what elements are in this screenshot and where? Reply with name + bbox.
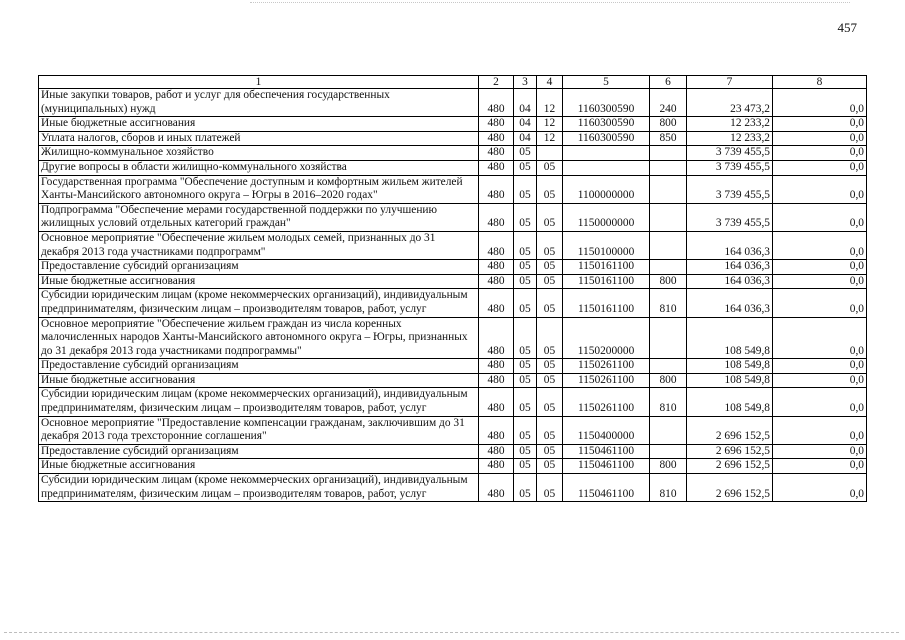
cell-subsection: 12 [537, 131, 563, 146]
cell-target-article: 1100000000 [563, 175, 650, 203]
cell-subsection: 05 [537, 274, 563, 289]
cell-amount-2: 0,0 [773, 388, 867, 416]
column-header-2: 2 [479, 76, 514, 89]
cell-subsection: 05 [537, 474, 563, 502]
row-name: Субсидии юридическим лицам (кроме некоммерческих организаций), индивидуальным предпринимателям, физическим лицам – производителям товаров, работ, услуг [39, 388, 479, 416]
cell-target-article: 1150461100 [563, 459, 650, 474]
cell-amount-2: 0,0 [773, 260, 867, 275]
cell-amount-2: 0,0 [773, 474, 867, 502]
cell-amount-2: 0,0 [773, 416, 867, 444]
cell-section: 04 [514, 131, 537, 146]
cell-section: 05 [514, 444, 537, 459]
column-header-5: 5 [563, 76, 650, 89]
cell-amount: 164 036,3 [687, 289, 773, 317]
row-name: Иные бюджетные ассигнования [39, 459, 479, 474]
cell-ministry-code: 480 [479, 260, 514, 275]
row-name: Иные закупки товаров, работ и услуг для обеспечения государственных (муниципальных) нужд [39, 89, 479, 117]
table-row [39, 117, 867, 132]
cell-subsection: 05 [537, 317, 563, 359]
cell-amount-2: 0,0 [773, 160, 867, 175]
cell-section: 05 [514, 203, 537, 231]
cell-amount: 2 696 152,5 [687, 444, 773, 459]
cell-section: 05 [514, 289, 537, 317]
cell-ministry-code: 480 [479, 444, 514, 459]
cell-amount: 3 739 455,5 [687, 175, 773, 203]
cell-target-article [563, 160, 650, 175]
row-name: Государственная программа "Обеспечение доступным и комфортным жильем жителей Ханты-Мансийского автономного округа – Югры в 2016–2020 годах" [39, 175, 479, 203]
cell-subsection: 05 [537, 444, 563, 459]
row-name: Предоставление субсидий организациям [39, 444, 479, 459]
row-name: Предоставление субсидий организациям [39, 359, 479, 374]
cell-amount-2: 0,0 [773, 175, 867, 203]
table-row [39, 388, 867, 416]
cell-amount: 2 696 152,5 [687, 416, 773, 444]
cell-target-article: 1150261100 [563, 388, 650, 416]
cell-ministry-code: 480 [479, 373, 514, 388]
cell-amount-2: 0,0 [773, 231, 867, 259]
cell-target-article: 1150261100 [563, 373, 650, 388]
cell-amount-2: 0,0 [773, 274, 867, 289]
cell-amount-2: 0,0 [773, 359, 867, 374]
scan-artifact-bottom [4, 632, 899, 634]
table-row [39, 459, 867, 474]
table-row [39, 474, 867, 502]
cell-amount: 164 036,3 [687, 274, 773, 289]
cell-subsection: 12 [537, 117, 563, 132]
cell-expense-type [650, 444, 687, 459]
cell-section: 04 [514, 117, 537, 132]
cell-section: 05 [514, 146, 537, 161]
column-header-8: 8 [773, 76, 867, 89]
column-header-6: 6 [650, 76, 687, 89]
cell-subsection: 05 [537, 289, 563, 317]
table-row [39, 317, 867, 359]
cell-ministry-code: 480 [479, 146, 514, 161]
cell-section: 05 [514, 175, 537, 203]
cell-expense-type [650, 175, 687, 203]
cell-amount: 3 739 455,5 [687, 160, 773, 175]
cell-subsection: 05 [537, 416, 563, 444]
cell-section: 05 [514, 373, 537, 388]
cell-expense-type: 810 [650, 474, 687, 502]
cell-target-article: 1150161100 [563, 260, 650, 275]
cell-section: 05 [514, 317, 537, 359]
cell-amount: 164 036,3 [687, 231, 773, 259]
cell-section: 05 [514, 474, 537, 502]
row-name: Иные бюджетные ассигнования [39, 117, 479, 132]
table-row [39, 260, 867, 275]
cell-amount: 2 696 152,5 [687, 459, 773, 474]
cell-amount-2: 0,0 [773, 131, 867, 146]
cell-target-article: 1150461100 [563, 444, 650, 459]
row-name: Другие вопросы в области жилищно-коммунального хозяйства [39, 160, 479, 175]
cell-ministry-code: 480 [479, 388, 514, 416]
cell-amount: 108 549,8 [687, 388, 773, 416]
row-name: Подпрограмма "Обеспечение мерами государственной поддержки по улучшению жилищных условий отдельных категорий граждан" [39, 203, 479, 231]
cell-target-article: 1150400000 [563, 416, 650, 444]
cell-subsection: 05 [537, 388, 563, 416]
cell-subsection: 05 [537, 160, 563, 175]
cell-amount: 12 233,2 [687, 131, 773, 146]
cell-expense-type [650, 231, 687, 259]
cell-amount: 2 696 152,5 [687, 474, 773, 502]
cell-subsection: 05 [537, 175, 563, 203]
cell-amount-2: 0,0 [773, 459, 867, 474]
scan-artifact-top [250, 2, 850, 4]
cell-amount: 108 549,8 [687, 317, 773, 359]
cell-amount-2: 0,0 [773, 317, 867, 359]
row-name: Иные бюджетные ассигнования [39, 274, 479, 289]
cell-target-article [563, 146, 650, 161]
cell-subsection: 05 [537, 260, 563, 275]
cell-ministry-code: 480 [479, 131, 514, 146]
cell-amount: 3 739 455,5 [687, 146, 773, 161]
cell-expense-type [650, 146, 687, 161]
cell-ministry-code: 480 [479, 203, 514, 231]
cell-section: 05 [514, 274, 537, 289]
row-name: Основное мероприятие "Обеспечение жильем граждан из числа коренных малочисленных народов Ханты-Мансийского автономного округа – Югры, признанных до 31 декабря 2013 года участниками подпрограммы" [39, 317, 479, 359]
cell-ministry-code: 480 [479, 416, 514, 444]
cell-ministry-code: 480 [479, 474, 514, 502]
table-row [39, 203, 867, 231]
cell-expense-type: 850 [650, 131, 687, 146]
cell-expense-type: 800 [650, 459, 687, 474]
cell-expense-type [650, 160, 687, 175]
row-name: Субсидии юридическим лицам (кроме некоммерческих организаций), индивидуальным предпринимателям, физическим лицам – производителям товаров, работ, услуг [39, 289, 479, 317]
cell-target-article: 1150000000 [563, 203, 650, 231]
table-row [39, 175, 867, 203]
row-name: Субсидии юридическим лицам (кроме некоммерческих организаций), индивидуальным предпринимателям, физическим лицам – производителям товаров, работ, услуг [39, 474, 479, 502]
column-header-3: 3 [514, 76, 537, 89]
cell-ministry-code: 480 [479, 160, 514, 175]
cell-ministry-code: 480 [479, 175, 514, 203]
cell-ministry-code: 480 [479, 117, 514, 132]
cell-amount: 12 233,2 [687, 117, 773, 132]
cell-subsection: 05 [537, 203, 563, 231]
cell-amount: 23 473,2 [687, 89, 773, 117]
cell-expense-type: 800 [650, 117, 687, 132]
cell-amount-2: 0,0 [773, 444, 867, 459]
cell-section: 05 [514, 260, 537, 275]
cell-target-article: 1150161100 [563, 274, 650, 289]
cell-target-article: 1160300590 [563, 117, 650, 132]
column-header-1: 1 [39, 76, 479, 89]
row-name: Основное мероприятие "Обеспечение жильем молодых семей, признанных до 31 декабря 2013 года участниками подпрограмм" [39, 231, 479, 259]
cell-target-article: 1150461100 [563, 474, 650, 502]
table-body [39, 89, 867, 502]
cell-expense-type [650, 317, 687, 359]
table-row [39, 146, 867, 161]
cell-subsection: 05 [537, 459, 563, 474]
cell-amount-2: 0,0 [773, 117, 867, 132]
cell-amount: 164 036,3 [687, 260, 773, 275]
row-name: Основное мероприятие "Предоставление компенсации гражданам, заключившим до 31 декабря 2013 года трехсторонние соглашения" [39, 416, 479, 444]
row-name: Уплата налогов, сборов и иных платежей [39, 131, 479, 146]
table-row [39, 160, 867, 175]
table-row [39, 416, 867, 444]
cell-target-article: 1160300590 [563, 89, 650, 117]
cell-section: 04 [514, 89, 537, 117]
cell-subsection: 05 [537, 359, 563, 374]
page-number: 457 [837, 20, 857, 35]
cell-section: 05 [514, 359, 537, 374]
cell-ministry-code: 480 [479, 317, 514, 359]
cell-expense-type: 810 [650, 289, 687, 317]
cell-section: 05 [514, 459, 537, 474]
cell-amount-2: 0,0 [773, 146, 867, 161]
cell-section: 05 [514, 416, 537, 444]
cell-expense-type: 240 [650, 89, 687, 117]
row-name: Иные бюджетные ассигнования [39, 373, 479, 388]
cell-expense-type: 800 [650, 373, 687, 388]
cell-expense-type: 800 [650, 274, 687, 289]
table-row [39, 131, 867, 146]
cell-section: 05 [514, 160, 537, 175]
cell-expense-type: 810 [650, 388, 687, 416]
cell-amount-2: 0,0 [773, 203, 867, 231]
cell-ministry-code: 480 [479, 89, 514, 117]
cell-target-article: 1150261100 [563, 359, 650, 374]
cell-expense-type [650, 203, 687, 231]
cell-section: 05 [514, 388, 537, 416]
cell-ministry-code: 480 [479, 231, 514, 259]
row-name: Предоставление субсидий организациям [39, 260, 479, 275]
table-header-row [39, 76, 867, 89]
cell-ministry-code: 480 [479, 289, 514, 317]
cell-expense-type [650, 260, 687, 275]
cell-target-article: 1160300590 [563, 131, 650, 146]
table-row [39, 359, 867, 374]
column-header-7: 7 [687, 76, 773, 89]
table-row [39, 444, 867, 459]
cell-amount-2: 0,0 [773, 373, 867, 388]
cell-amount: 108 549,8 [687, 373, 773, 388]
cell-target-article: 1150100000 [563, 231, 650, 259]
cell-subsection: 12 [537, 89, 563, 117]
cell-ministry-code: 480 [479, 274, 514, 289]
cell-target-article: 1150161100 [563, 289, 650, 317]
cell-amount: 108 549,8 [687, 359, 773, 374]
table-row [39, 274, 867, 289]
cell-expense-type [650, 359, 687, 374]
cell-amount-2: 0,0 [773, 89, 867, 117]
cell-subsection [537, 146, 563, 161]
cell-amount: 3 739 455,5 [687, 203, 773, 231]
table-row [39, 231, 867, 259]
cell-ministry-code: 480 [479, 459, 514, 474]
cell-subsection: 05 [537, 373, 563, 388]
table-row [39, 373, 867, 388]
table-row [39, 89, 867, 117]
column-header-4: 4 [537, 76, 563, 89]
cell-ministry-code: 480 [479, 359, 514, 374]
cell-target-article: 1150200000 [563, 317, 650, 359]
budget-table [38, 75, 867, 502]
cell-subsection: 05 [537, 231, 563, 259]
cell-expense-type [650, 416, 687, 444]
table-row [39, 289, 867, 317]
row-name: Жилищно-коммунальное хозяйство [39, 146, 479, 161]
cell-amount-2: 0,0 [773, 289, 867, 317]
cell-section: 05 [514, 231, 537, 259]
